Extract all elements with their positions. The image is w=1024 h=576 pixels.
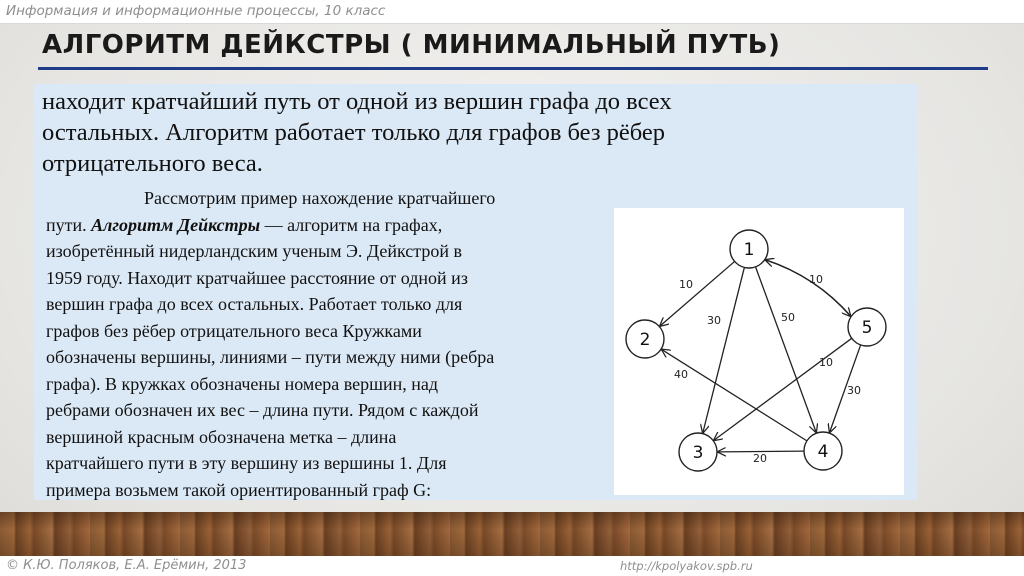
body-line: графа). В кружках обозначены номера вершин, над xyxy=(46,373,439,394)
edge-1-2 xyxy=(660,261,735,325)
body-line-text: пути. xyxy=(46,214,92,235)
edge-weight: 30 xyxy=(847,384,861,397)
edge-weight: 40 xyxy=(674,368,688,381)
body-line: обозначены вершины, линиями – пути между ними (ребра xyxy=(46,347,495,367)
graph-panel xyxy=(614,208,904,495)
body-line: ребрами обозначен их вес – длина пути. Рядом с каждой xyxy=(46,400,479,420)
edge-5-1 xyxy=(766,260,851,316)
body-line-text: Рассмотрим пример нахождение кратчайшего xyxy=(144,188,496,208)
edge-weight: 10 xyxy=(819,356,833,369)
footer-url: http://kpolyakov.spb.ru xyxy=(620,559,753,573)
body-line xyxy=(46,212,606,239)
node-label: 4 xyxy=(817,442,829,462)
graph-node-2 xyxy=(626,320,664,358)
algorithm-name: Алгоритм Дейкстры xyxy=(91,214,261,235)
edge-weight: 10 xyxy=(809,273,823,286)
body-line xyxy=(46,185,606,212)
edge-5-3 xyxy=(714,338,852,440)
body-line: 1959 году. Находит кратчайшее расстояние от одной из xyxy=(46,267,468,288)
edge-1-3 xyxy=(703,267,744,432)
edge-weight: 50 xyxy=(781,311,795,324)
intro-line: находит кратчайший путь от одной из вершин графа до всех xyxy=(42,88,672,115)
edge-1-5 xyxy=(765,259,850,315)
edge-weight: 10 xyxy=(679,278,693,291)
node-label: 3 xyxy=(692,443,704,463)
node-label: 5 xyxy=(861,318,873,338)
edge-1-4 xyxy=(756,267,817,432)
edge-weight: 30 xyxy=(707,314,721,327)
body-paragraph xyxy=(46,185,606,503)
edge-4-2 xyxy=(662,350,807,441)
intro-line: остальных. Алгоритм работает только для графов без рёбер xyxy=(42,119,666,146)
graph-node-1 xyxy=(730,230,768,268)
graph-node-4 xyxy=(804,432,842,470)
body-line: изобретённый нидерландским ученым Э. Дейкстрой в xyxy=(46,241,462,261)
node-label: 1 xyxy=(743,240,755,260)
body-line: вершиной красным обозначена метка – длина xyxy=(46,426,397,447)
edge-weight: 20 xyxy=(753,452,767,465)
node-label: 2 xyxy=(639,330,651,350)
graph-node-3 xyxy=(679,433,717,471)
intro-paragraph xyxy=(42,86,902,179)
footer-authors: © К.Ю. Поляков, Е.А. Ерёмин, 2013 xyxy=(6,558,247,573)
floor-shading xyxy=(0,512,1024,556)
intro-line: отрицательного веса. xyxy=(42,150,263,177)
slide-title: АЛГОРИТМ ДЕЙКСТРЫ ( МИНИМАЛЬНЫЙ ПУТЬ) xyxy=(42,30,781,60)
body-line: вершин графа до всех остальных. Работает только для xyxy=(46,294,463,314)
body-line: примера возьмем такой ориентированный граф G: xyxy=(46,479,432,500)
body-line: кратчайшего пути в эту вершину из вершины 1. Для xyxy=(46,453,447,473)
course-label: Информация и информационные процессы, 10 класс xyxy=(6,3,386,19)
course-bar xyxy=(0,0,1024,24)
body-line: графов без рёбер отрицательного веса Кружками xyxy=(46,320,422,341)
graph-node-5 xyxy=(848,308,886,346)
directed-graph xyxy=(614,208,904,495)
body-line-text: — алгоритм на графах, xyxy=(260,214,443,235)
title-underline xyxy=(38,67,988,70)
